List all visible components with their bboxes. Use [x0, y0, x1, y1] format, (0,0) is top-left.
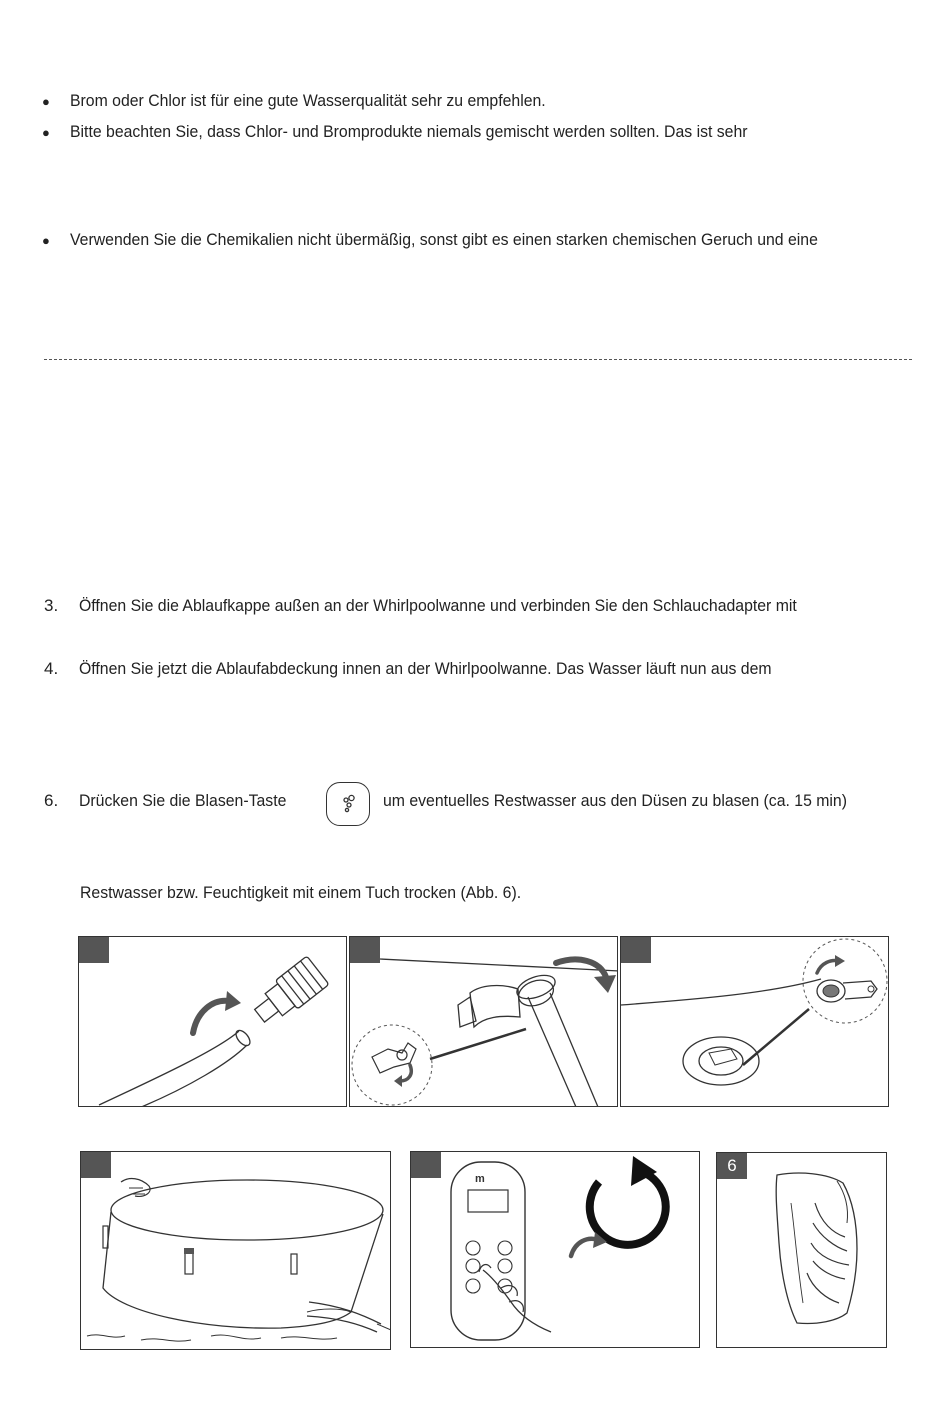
step-number-3: 3.	[44, 596, 59, 615]
step-text-6-before: Drücken Sie die Blasen-Taste	[79, 791, 287, 810]
tub-draining-illustration	[80, 1151, 391, 1350]
svg-text:m: m	[475, 1173, 485, 1185]
bullet-text-3: Verwenden Sie die Chemikalien nicht übermäßig, sonst gibt es einen starken chemischen Geruch und eine	[70, 230, 818, 249]
bullet-mark: ●	[42, 94, 50, 109]
bullet-mark: ●	[42, 125, 50, 140]
step-number-4: 4.	[44, 659, 59, 678]
bullet-mark: ●	[42, 233, 50, 248]
figure-badge-6: 6	[717, 1153, 747, 1179]
bullet-text-2: Bitte beachten Sie, dass Chlor- und Bromprodukte niemals gemischt werden sollten. Das ist sehr	[70, 122, 748, 141]
step-number-6: 6.	[44, 791, 59, 810]
drain-cover-illustration	[620, 936, 889, 1107]
towel-drying-illustration	[716, 1152, 887, 1348]
bubble-button-icon	[326, 782, 370, 826]
step-text-4: Öffnen Sie jetzt die Ablaufabdeckung innen an der Whirlpoolwanne. Das Wasser läuft nun aus dem	[79, 659, 772, 678]
step-text-3: Öffnen Sie die Ablaufkappe außen an der Whirlpoolwanne und verbinden Sie den Schlauchadapter mit	[79, 596, 797, 615]
step-text-6-after: um eventuelles Restwasser aus den Düsen zu blasen (ca. 15 min)	[383, 791, 847, 810]
hose-adapter-illustration	[78, 936, 347, 1107]
drain-valve-illustration	[349, 936, 618, 1107]
step-continuation: Restwasser bzw. Feuchtigkeit mit einem Tuch trocken (Abb. 6).	[80, 883, 522, 902]
section-divider	[44, 359, 912, 360]
control-panel-illustration	[410, 1151, 700, 1348]
bullet-text-1: Brom oder Chlor ist für eine gute Wasserqualität sehr zu empfehlen.	[70, 91, 546, 110]
